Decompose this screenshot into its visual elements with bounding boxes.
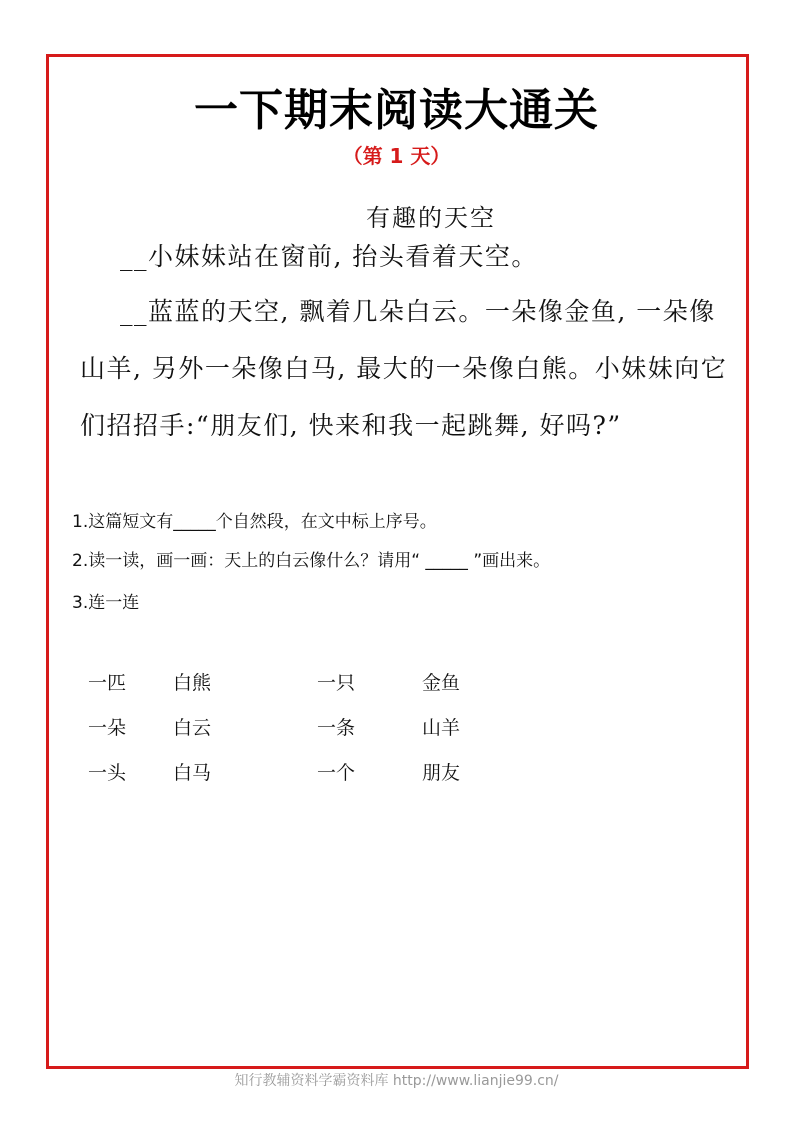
day-subtitle: （第 1 天） bbox=[342, 144, 451, 168]
noun: 金鱼 bbox=[422, 672, 461, 694]
question-3: 3.连一连 bbox=[72, 593, 140, 613]
story-paragraph-1: __小妹妹站在窗前, 抬头看着天空。 bbox=[120, 242, 538, 271]
measure-word: 一条 bbox=[317, 717, 356, 739]
question-2: 2.读一读，画一画：天上的白云像什么？请用“ _____ ”画出来。 bbox=[72, 551, 551, 571]
noun: 白马 bbox=[173, 762, 212, 784]
measure-word: 一匹 bbox=[88, 672, 127, 694]
measure-word: 一朵 bbox=[88, 717, 127, 739]
matching-row bbox=[88, 713, 588, 758]
story-title: 有趣的天空 bbox=[366, 204, 496, 232]
footer-watermark: 知行教辅资料学霸资料库 http://www.lianjie99.cn/ bbox=[234, 1073, 559, 1089]
noun: 白熊 bbox=[173, 672, 212, 694]
matching-row bbox=[88, 758, 588, 803]
story-paragraph-2: __蓝蓝的天空, 飘着几朵白云。一朵像金鱼, 一朵像山羊, 另外一朵像白马, 最大的一朵像白熊。小妹妹向它们招招手:“朋友们, 快来和我一起跳舞, 好吗?” bbox=[80, 297, 728, 440]
measure-word: 一只 bbox=[317, 672, 356, 694]
page-title: 一下期末阅读大通关 bbox=[194, 85, 599, 136]
noun: 白云 bbox=[173, 717, 212, 739]
noun: 山羊 bbox=[422, 717, 461, 739]
matching-row bbox=[88, 668, 588, 713]
measure-word: 一个 bbox=[317, 762, 356, 784]
question-1: 1.这篇短文有_____个自然段，在文中标上序号。 bbox=[72, 512, 437, 532]
measure-word: 一头 bbox=[88, 762, 127, 784]
matching-exercise bbox=[88, 668, 588, 803]
noun: 朋友 bbox=[422, 762, 461, 784]
